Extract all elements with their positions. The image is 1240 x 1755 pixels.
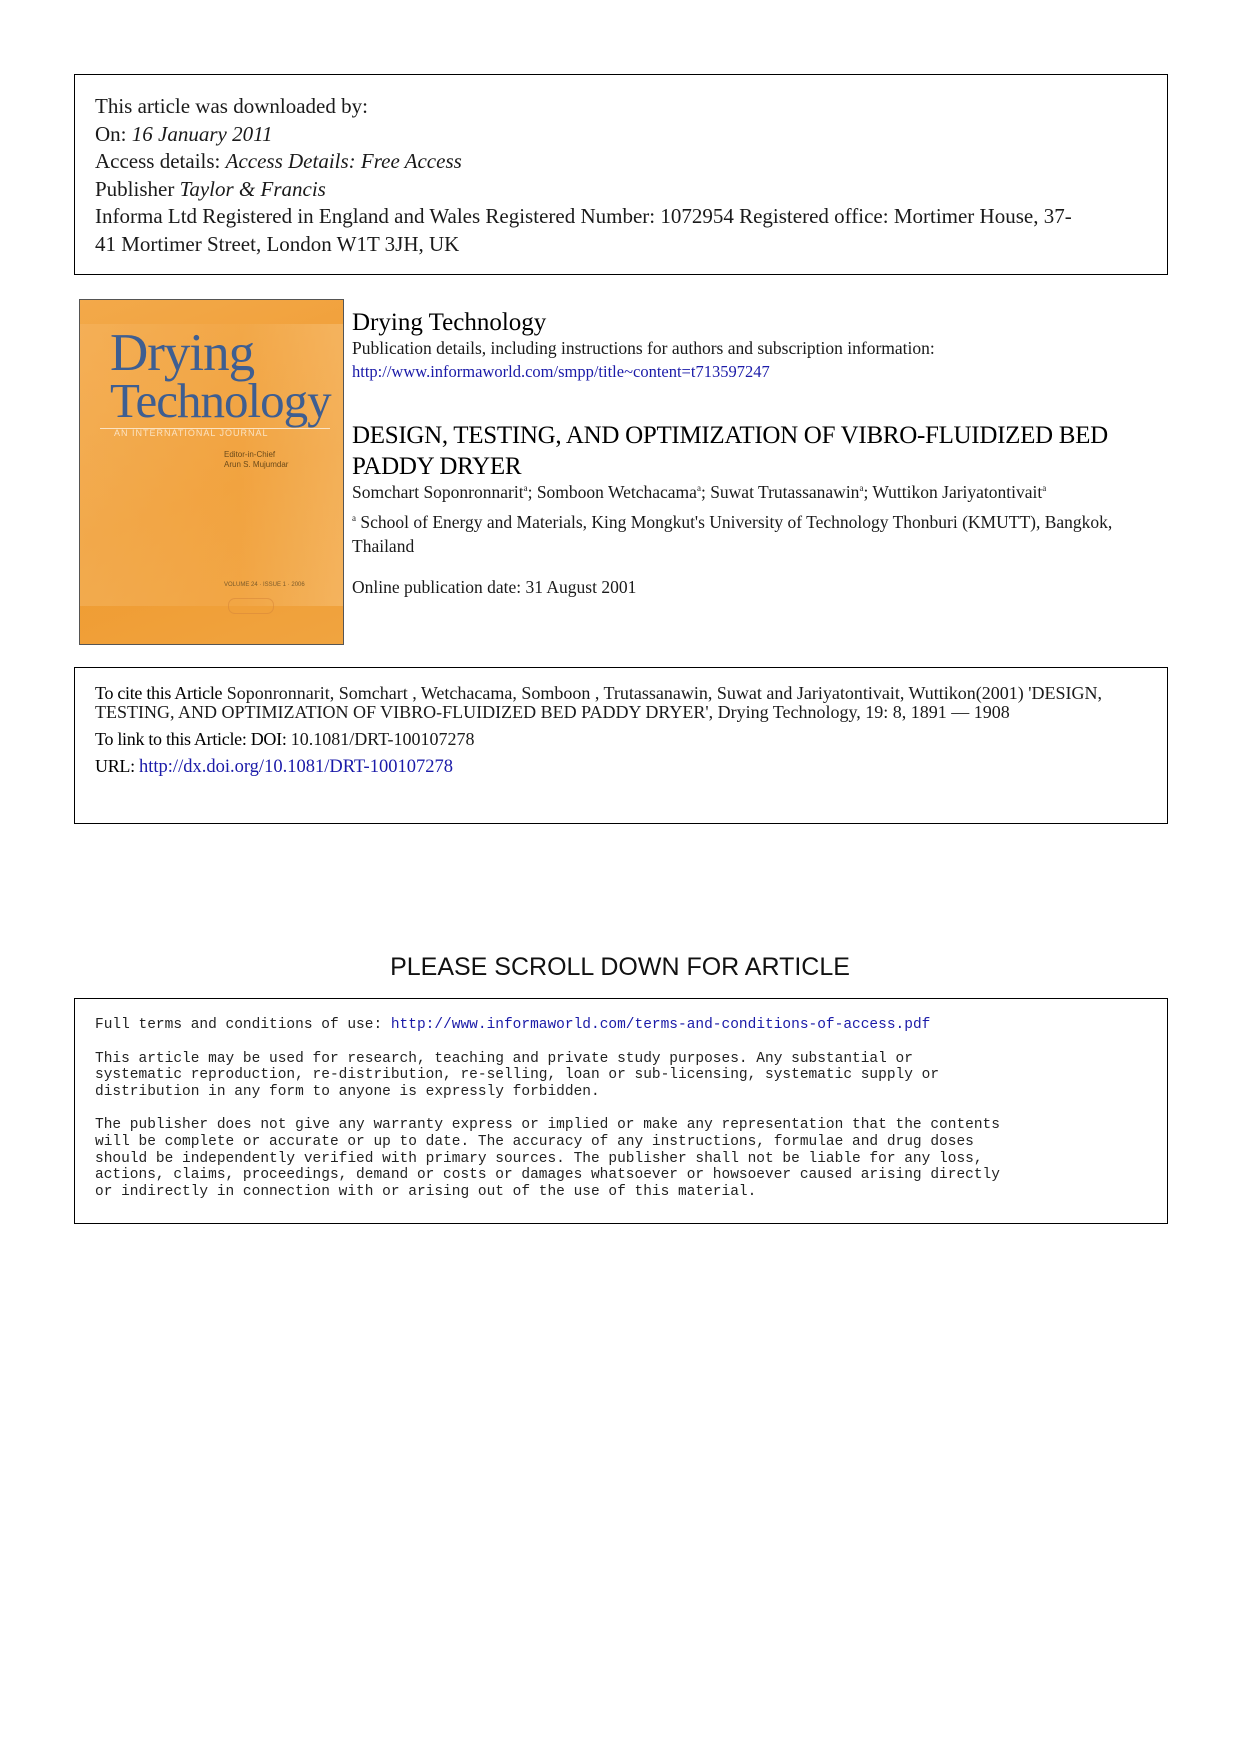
publication-details: Publication details, including instructions for authors and subscription information: <box>352 338 935 358</box>
download-date: 16 January 2011 <box>131 121 273 146</box>
cover-editor-name: Arun S. Mujumdar <box>224 460 289 469</box>
terms-box <box>74 998 1168 1224</box>
url-label: URL: <box>95 756 140 776</box>
cover-volume: VOLUME 24 · ISSUE 1 · 2006 <box>224 582 305 588</box>
access-label: Access details: <box>95 149 226 173</box>
access-value: Access Details: Free Access <box>225 149 462 173</box>
registration-line-2: 41 Mortimer Street, London W1T 3JH, UK <box>95 231 460 256</box>
affiliation <box>352 506 1152 558</box>
author-name: Wuttikon Jariyatontivait <box>872 482 1043 502</box>
cite-label: To cite this Article <box>95 683 223 703</box>
doi-url-link[interactable]: http://dx.doi.org/10.1081/DRT-100107278 <box>139 757 453 777</box>
registration-line-1: Informa Ltd Registered in England and Wales Registered Number: 1072954 Registered office: Mortimer House, 37- <box>95 204 1072 228</box>
on-label: On: <box>95 121 132 146</box>
publisher-value: Taylor & Francis <box>179 176 326 201</box>
cover-subtitle: AN INTERNATIONAL JOURNAL <box>114 428 269 438</box>
terms-link[interactable]: http://www.informaworld.com/terms-and-conditions-of-access.pdf <box>390 1017 931 1033</box>
publisher-line <box>95 176 1147 204</box>
journal-cover-image <box>79 299 344 645</box>
cover-word-technology: Technology <box>110 373 331 428</box>
online-publication-date: Online publication date: 31 August 2001 <box>352 577 637 597</box>
downloaded-by-line: This article was downloaded by: <box>95 94 368 118</box>
journal-title: Drying Technology <box>352 309 547 336</box>
full-terms-line <box>95 1017 1147 1034</box>
download-date-line <box>95 121 1147 149</box>
affiliation-marker: a <box>1042 483 1047 494</box>
affiliation-marker: a <box>696 483 701 494</box>
cover-word-drying: Drying <box>110 324 255 382</box>
author-list: Somchart Soponronnarit$^a$; Somboon Wetchacama$^a$; Suwat Trutassanawin$^a$; Wuttikon Jariyatontivait$^a$ <box>352 482 1047 502</box>
cover-editor-label: Editor-in-Chief <box>224 450 276 459</box>
terms-paragraph-1: This article may be used for research, teaching and private study purposes. Any substantial or systematic reproduction, re-distribution, re-selling, loan or sub-licensing, systematic supply or distribution in any form to anyone is expressly forbidden. <box>95 1050 940 1100</box>
author-name: Somchart Soponronnarit <box>352 482 524 502</box>
publisher-label: Publisher <box>95 176 180 201</box>
access-details-line <box>95 148 1147 176</box>
citation-box <box>74 667 1168 824</box>
download-info-box <box>74 74 1168 275</box>
citation-text <box>95 684 1147 722</box>
cover-editor <box>224 450 288 470</box>
cite-body: Soponronnarit, Somchart , Wetchacama, Somboon , Trutassanawin, Suwat and Jariyatontivait, Wuttikon(2001) 'DESIGN, TESTING, AND OPTIMIZATION OF VIBRO-FLUIDIZED BED PADDY DRYER', Drying Technology, 19: 8, 1891 — 1908 <box>95 683 1103 722</box>
full-terms-label: Full terms and conditions of use: <box>95 1017 391 1033</box>
author-name: Somboon Wetchacama <box>536 482 697 502</box>
publisher-logo-icon <box>228 598 274 614</box>
scroll-notice: PLEASE SCROLL DOWN FOR ARTICLE <box>390 953 850 981</box>
doi-label: To link to this Article: DOI: <box>95 729 291 749</box>
url-line <box>95 757 1147 777</box>
doi-line <box>95 730 1147 749</box>
article-title: DESIGN, TESTING, AND OPTIMIZATION OF VIBRO-FLUIDIZED BED PADDY DRYER <box>352 422 1108 480</box>
affiliation-marker: a <box>859 483 864 494</box>
terms-paragraph-2: The publisher does not give any warranty express or implied or make any representation that the contents will be complete or accurate or up to date. The accuracy of any instructions, formulae and drug doses should be independently verified with primary sources. The publisher shall not be liable for any loss, actions, claims, proceedings, demand or costs or damages whatsoever or howsoever caused arising directly or indirectly in connection with or arising out of the use of this material. <box>95 1117 1000 1200</box>
affiliation-marker: a <box>523 483 528 494</box>
affiliation-text: School of Energy and Materials, King Mongkut's University of Technology Thonburi (KMUTT), Bangkok, Thailand <box>352 511 1113 556</box>
doi-value: 10.1081/DRT-100107278 <box>290 729 475 749</box>
journal-link[interactable]: http://www.informaworld.com/smpp/title~content=t713597247 <box>352 362 770 381</box>
author-name: Suwat Trutassanawin <box>710 482 860 502</box>
affiliation-marker: a <box>352 513 356 523</box>
